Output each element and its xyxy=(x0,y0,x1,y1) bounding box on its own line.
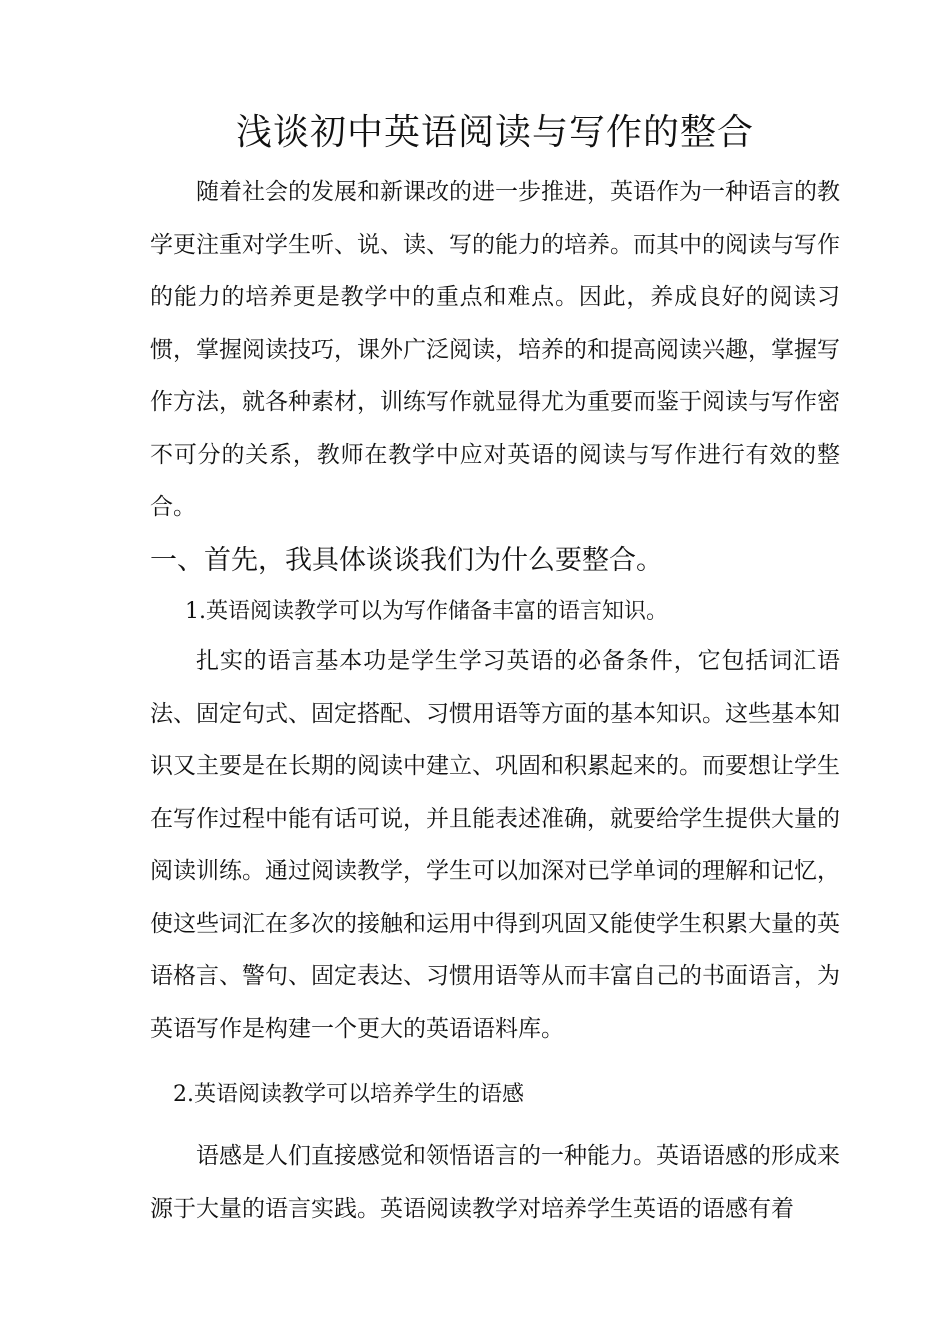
subsection-1-heading: 1.英语阅读教学可以为写作储备丰富的语言知识。 xyxy=(185,599,668,624)
subsection-2-paragraph: 语感是人们直接感觉和领悟语言的一种能力。英语语感的形成来源于大量的语言实践。英语阅读教学对培养学生英语的语感有着 xyxy=(150,1143,840,1222)
intro-paragraph: 随着社会的发展和新课改的进一步推进，英语作为一种语言的教学更注重对学生听、说、读、写的能力的培养。而其中的阅读与写作的能力的培养更是教学中的重点和难点。因此，养成良好的阅读习惯，掌握阅读技巧，课外广泛阅读，培养的和提高阅读兴趣，掌握写作方法，就各种素材，训练写作就显得尤为重要而鉴于阅读与写作密不可分的关系，教师在教学中应对英语的阅读与写作进行有效的整合。 xyxy=(150,179,840,520)
document-title: 浅谈初中英语阅读与写作的整合 xyxy=(235,112,754,153)
subsection-2-heading: 2.英语阅读教学可以培养学生的语感 xyxy=(173,1082,524,1107)
section-heading: 一、首先，我具体谈谈我们为什么要整合。 xyxy=(150,545,663,576)
subsection-1-paragraph: 扎实的语言基本功是学生学习英语的必备条件，它包括词汇语法、固定句式、固定搭配、习惯用语等方面的基本知识。这些基本知识又主要是在长期的阅读中建立、巩固和积累起来的。而要想让学生在写作过程中能有话可说，并且能表述准确，就要给学生提供大量的阅读训练。通过阅读教学，学生可以加深对已学单词的理解和记忆，使这些词汇在多次的接触和运用中得到巩固又能使学生积累大量的英语格言、警句、固定表达、习惯用语等从而丰富自己的书面语言，为英语写作是构建一个更大的英语语料库。 xyxy=(150,648,840,1042)
